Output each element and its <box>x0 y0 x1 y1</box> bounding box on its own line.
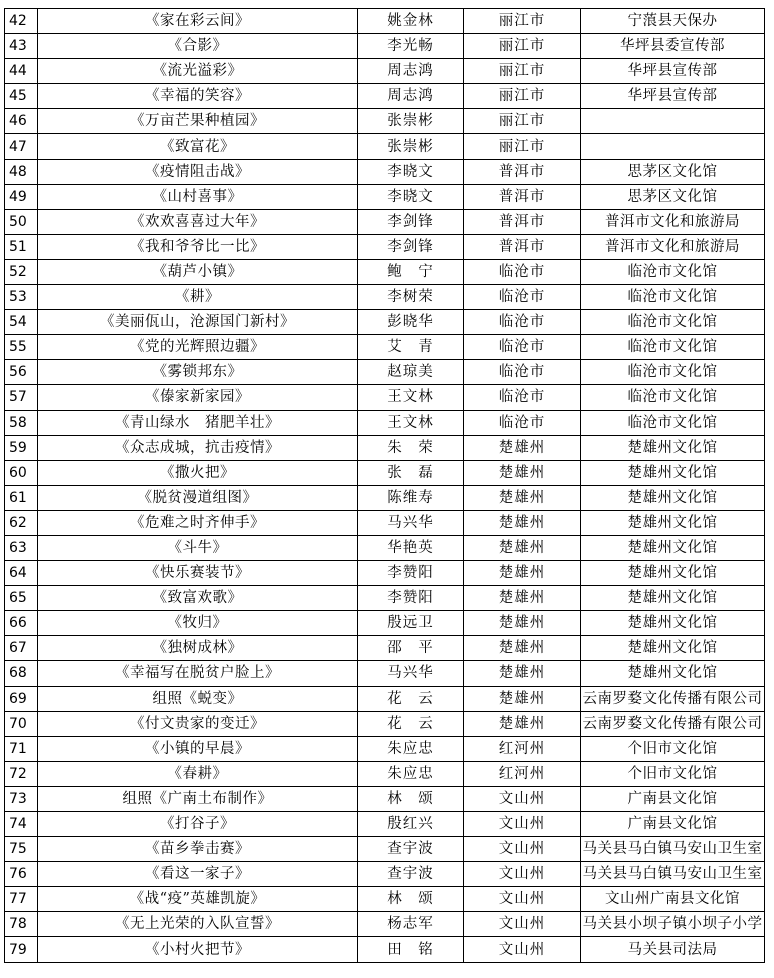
city-name-cell: 文山州 <box>464 912 581 937</box>
table-row <box>5 109 765 134</box>
row-number-cell: 57 <box>5 385 38 410</box>
city-name-cell: 楚雄州 <box>464 586 581 611</box>
row-number-cell: 78 <box>5 912 38 937</box>
table-row <box>5 611 765 636</box>
table-row <box>5 435 765 460</box>
row-number-cell: 63 <box>5 535 38 560</box>
row-number-cell: 69 <box>5 686 38 711</box>
work-title-cell: 《幸福写在脱贫户脸上》 <box>38 661 358 686</box>
work-title-cell: 《危难之时齐伸手》 <box>38 510 358 535</box>
city-name-cell: 普洱市 <box>464 184 581 209</box>
row-number-cell: 48 <box>5 159 38 184</box>
author-name-cell: 朱 荣 <box>358 435 464 460</box>
work-title-cell: 《家在彩云间》 <box>38 9 358 34</box>
table-row <box>5 786 765 811</box>
table-row <box>5 335 765 360</box>
table-row <box>5 385 765 410</box>
table-row <box>5 234 765 259</box>
row-number-cell: 43 <box>5 34 38 59</box>
work-title-cell: 《小镇的早晨》 <box>38 736 358 761</box>
organization-cell: 思茅区文化馆 <box>581 159 765 184</box>
row-number-cell: 46 <box>5 109 38 134</box>
row-number-cell: 47 <box>5 134 38 159</box>
city-name-cell: 临沧市 <box>464 310 581 335</box>
row-number-cell: 73 <box>5 786 38 811</box>
organization-cell: 广南县文化馆 <box>581 786 765 811</box>
row-number-cell: 56 <box>5 360 38 385</box>
row-number-cell: 53 <box>5 285 38 310</box>
organization-cell: 个旧市文化馆 <box>581 761 765 786</box>
organization-cell: 广南县文化馆 <box>581 812 765 837</box>
table-row <box>5 184 765 209</box>
city-name-cell: 临沧市 <box>464 410 581 435</box>
author-name-cell: 邵 平 <box>358 636 464 661</box>
work-title-cell: 《雾锁邦东》 <box>38 360 358 385</box>
award-list-table <box>4 8 765 963</box>
city-name-cell: 楚雄州 <box>464 485 581 510</box>
row-number-cell: 76 <box>5 862 38 887</box>
city-name-cell: 普洱市 <box>464 209 581 234</box>
author-name-cell: 李赞阳 <box>358 561 464 586</box>
work-title-cell: 《牧归》 <box>38 611 358 636</box>
row-number-cell: 72 <box>5 761 38 786</box>
work-title-cell: 《致富欢歌》 <box>38 586 358 611</box>
author-name-cell: 花 云 <box>358 686 464 711</box>
organization-cell: 楚雄州文化馆 <box>581 661 765 686</box>
city-name-cell: 临沧市 <box>464 335 581 360</box>
table-row <box>5 360 765 385</box>
organization-cell: 楚雄州文化馆 <box>581 611 765 636</box>
organization-cell: 临沧市文化馆 <box>581 385 765 410</box>
table-row <box>5 485 765 510</box>
row-number-cell: 52 <box>5 259 38 284</box>
city-name-cell: 红河州 <box>464 761 581 786</box>
row-number-cell: 51 <box>5 234 38 259</box>
author-name-cell: 朱应忠 <box>358 761 464 786</box>
author-name-cell: 殷远卫 <box>358 611 464 636</box>
table-row <box>5 711 765 736</box>
city-name-cell: 文山州 <box>464 862 581 887</box>
work-title-cell: 《众志成城，抗击疫情》 <box>38 435 358 460</box>
organization-cell: 临沧市文化馆 <box>581 360 765 385</box>
table-row <box>5 636 765 661</box>
row-number-cell: 68 <box>5 661 38 686</box>
table-row <box>5 561 765 586</box>
author-name-cell: 王文林 <box>358 410 464 435</box>
work-title-cell: 《撒火把》 <box>38 460 358 485</box>
table-row <box>5 535 765 560</box>
author-name-cell: 林 颂 <box>358 887 464 912</box>
city-name-cell: 楚雄州 <box>464 661 581 686</box>
author-name-cell: 陈维寿 <box>358 485 464 510</box>
work-title-cell: 《打谷子》 <box>38 812 358 837</box>
author-name-cell: 鲍 宁 <box>358 259 464 284</box>
author-name-cell: 姚金林 <box>358 9 464 34</box>
organization-cell: 楚雄州文化馆 <box>581 586 765 611</box>
table-row <box>5 912 765 937</box>
row-number-cell: 61 <box>5 485 38 510</box>
organization-cell: 马关县马白镇马安山卫生室 <box>581 837 765 862</box>
row-number-cell: 54 <box>5 310 38 335</box>
city-name-cell: 临沧市 <box>464 385 581 410</box>
author-name-cell: 马兴华 <box>358 510 464 535</box>
organization-cell: 楚雄州文化馆 <box>581 460 765 485</box>
table-row <box>5 285 765 310</box>
table-row <box>5 862 765 887</box>
work-title-cell: 《春耕》 <box>38 761 358 786</box>
work-title-cell: 《小村火把节》 <box>38 937 358 962</box>
city-name-cell: 文山州 <box>464 887 581 912</box>
author-name-cell: 查宇波 <box>358 862 464 887</box>
table-row <box>5 761 765 786</box>
city-name-cell: 楚雄州 <box>464 435 581 460</box>
organization-cell: 华坪县委宣传部 <box>581 34 765 59</box>
city-name-cell: 丽江市 <box>464 134 581 159</box>
author-name-cell: 张 磊 <box>358 460 464 485</box>
city-name-cell: 临沧市 <box>464 285 581 310</box>
work-title-cell: 《青山绿水 猪肥羊壮》 <box>38 410 358 435</box>
organization-cell: 临沧市文化馆 <box>581 259 765 284</box>
row-number-cell: 70 <box>5 711 38 736</box>
organization-cell: 华坪县宣传部 <box>581 84 765 109</box>
organization-cell: 临沧市文化馆 <box>581 285 765 310</box>
author-name-cell: 李晓文 <box>358 184 464 209</box>
author-name-cell: 花 云 <box>358 711 464 736</box>
table-row <box>5 887 765 912</box>
work-title-cell: 《快乐赛装节》 <box>38 561 358 586</box>
row-number-cell: 45 <box>5 84 38 109</box>
city-name-cell: 普洱市 <box>464 234 581 259</box>
organization-cell: 楚雄州文化馆 <box>581 510 765 535</box>
city-name-cell: 临沧市 <box>464 259 581 284</box>
work-title-cell: 《看这一家子》 <box>38 862 358 887</box>
table-body <box>5 9 765 963</box>
table-row <box>5 510 765 535</box>
work-title-cell: 《欢欢喜喜过大年》 <box>38 209 358 234</box>
city-name-cell: 楚雄州 <box>464 636 581 661</box>
work-title-cell: 组照《广南土布制作》 <box>38 786 358 811</box>
table-row <box>5 812 765 837</box>
work-title-cell: 《战“疫”英雄凯旋》 <box>38 887 358 912</box>
work-title-cell: 《幸福的笑容》 <box>38 84 358 109</box>
row-number-cell: 59 <box>5 435 38 460</box>
table-row <box>5 686 765 711</box>
organization-cell: 个旧市文化馆 <box>581 736 765 761</box>
row-number-cell: 67 <box>5 636 38 661</box>
city-name-cell: 丽江市 <box>464 59 581 84</box>
organization-cell <box>581 109 765 134</box>
city-name-cell: 文山州 <box>464 786 581 811</box>
organization-cell: 马关县司法局 <box>581 937 765 962</box>
table-row <box>5 661 765 686</box>
row-number-cell: 65 <box>5 586 38 611</box>
author-name-cell: 殷红兴 <box>358 812 464 837</box>
organization-cell: 楚雄州文化馆 <box>581 485 765 510</box>
city-name-cell: 丽江市 <box>464 109 581 134</box>
city-name-cell: 文山州 <box>464 837 581 862</box>
organization-cell: 楚雄州文化馆 <box>581 636 765 661</box>
organization-cell: 临沧市文化馆 <box>581 410 765 435</box>
table-row <box>5 837 765 862</box>
work-title-cell: 《葫芦小镇》 <box>38 259 358 284</box>
organization-cell: 普洱市文化和旅游局 <box>581 209 765 234</box>
table-row <box>5 209 765 234</box>
organization-cell: 普洱市文化和旅游局 <box>581 234 765 259</box>
city-name-cell: 楚雄州 <box>464 510 581 535</box>
organization-cell: 华坪县宣传部 <box>581 59 765 84</box>
work-title-cell: 组照《蜕变》 <box>38 686 358 711</box>
author-name-cell: 李晓文 <box>358 159 464 184</box>
row-number-cell: 79 <box>5 937 38 962</box>
work-title-cell: 《山村喜事》 <box>38 184 358 209</box>
row-number-cell: 64 <box>5 561 38 586</box>
organization-cell: 马关县小坝子镇小坝子小学 <box>581 912 765 937</box>
work-title-cell: 《斗牛》 <box>38 535 358 560</box>
city-name-cell: 楚雄州 <box>464 460 581 485</box>
work-title-cell: 《万亩芒果种植园》 <box>38 109 358 134</box>
table-row <box>5 59 765 84</box>
city-name-cell: 红河州 <box>464 736 581 761</box>
work-title-cell: 《脱贫漫道组图》 <box>38 485 358 510</box>
author-name-cell: 李剑锋 <box>358 209 464 234</box>
row-number-cell: 75 <box>5 837 38 862</box>
row-number-cell: 66 <box>5 611 38 636</box>
work-title-cell: 《傣家新家园》 <box>38 385 358 410</box>
table-row <box>5 310 765 335</box>
organization-cell: 楚雄州文化馆 <box>581 535 765 560</box>
city-name-cell: 楚雄州 <box>464 535 581 560</box>
organization-cell: 楚雄州文化馆 <box>581 561 765 586</box>
work-title-cell: 《合影》 <box>38 34 358 59</box>
author-name-cell: 李剑锋 <box>358 234 464 259</box>
author-name-cell: 杨志军 <box>358 912 464 937</box>
work-title-cell: 《流光溢彩》 <box>38 59 358 84</box>
work-title-cell: 《我和爷爷比一比》 <box>38 234 358 259</box>
author-name-cell: 华艳英 <box>358 535 464 560</box>
table-row <box>5 736 765 761</box>
row-number-cell: 71 <box>5 736 38 761</box>
organization-cell: 楚雄州文化馆 <box>581 435 765 460</box>
author-name-cell: 赵琼美 <box>358 360 464 385</box>
author-name-cell: 王文林 <box>358 385 464 410</box>
row-number-cell: 50 <box>5 209 38 234</box>
row-number-cell: 60 <box>5 460 38 485</box>
city-name-cell: 临沧市 <box>464 360 581 385</box>
organization-cell: 宁蒗县天保办 <box>581 9 765 34</box>
table-row <box>5 460 765 485</box>
table-row <box>5 34 765 59</box>
table-row <box>5 586 765 611</box>
table-row <box>5 134 765 159</box>
city-name-cell: 楚雄州 <box>464 561 581 586</box>
author-name-cell: 张崇彬 <box>358 109 464 134</box>
organization-cell: 云南罗婺文化传播有限公司 <box>581 711 765 736</box>
row-number-cell: 42 <box>5 9 38 34</box>
author-name-cell: 李树荣 <box>358 285 464 310</box>
city-name-cell: 楚雄州 <box>464 611 581 636</box>
row-number-cell: 77 <box>5 887 38 912</box>
work-title-cell: 《苗乡拳击赛》 <box>38 837 358 862</box>
author-name-cell: 林 颂 <box>358 786 464 811</box>
organization-cell: 思茅区文化馆 <box>581 184 765 209</box>
city-name-cell: 楚雄州 <box>464 711 581 736</box>
table-row <box>5 84 765 109</box>
author-name-cell: 查宇波 <box>358 837 464 862</box>
author-name-cell: 朱应忠 <box>358 736 464 761</box>
work-title-cell: 《致富花》 <box>38 134 358 159</box>
author-name-cell: 张崇彬 <box>358 134 464 159</box>
table-row <box>5 159 765 184</box>
city-name-cell: 文山州 <box>464 937 581 962</box>
organization-cell: 临沧市文化馆 <box>581 310 765 335</box>
author-name-cell: 李赞阳 <box>358 586 464 611</box>
author-name-cell: 李光畅 <box>358 34 464 59</box>
author-name-cell: 艾 青 <box>358 335 464 360</box>
author-name-cell: 马兴华 <box>358 661 464 686</box>
work-title-cell: 《党的光辉照边疆》 <box>38 335 358 360</box>
work-title-cell: 《无上光荣的入队宣誓》 <box>38 912 358 937</box>
city-name-cell: 丽江市 <box>464 84 581 109</box>
city-name-cell: 楚雄州 <box>464 686 581 711</box>
organization-cell: 云南罗婺文化传播有限公司 <box>581 686 765 711</box>
row-number-cell: 74 <box>5 812 38 837</box>
organization-cell <box>581 134 765 159</box>
organization-cell: 马关县马白镇马安山卫生室 <box>581 862 765 887</box>
author-name-cell: 周志鸿 <box>358 59 464 84</box>
table-row <box>5 937 765 962</box>
author-name-cell: 田 铭 <box>358 937 464 962</box>
work-title-cell: 《付文贵家的变迁》 <box>38 711 358 736</box>
city-name-cell: 文山州 <box>464 812 581 837</box>
city-name-cell: 丽江市 <box>464 9 581 34</box>
row-number-cell: 58 <box>5 410 38 435</box>
work-title-cell: 《美丽佤山，沧源国门新村》 <box>38 310 358 335</box>
city-name-cell: 普洱市 <box>464 159 581 184</box>
row-number-cell: 44 <box>5 59 38 84</box>
work-title-cell: 《耕》 <box>38 285 358 310</box>
row-number-cell: 62 <box>5 510 38 535</box>
work-title-cell: 《独树成林》 <box>38 636 358 661</box>
organization-cell: 临沧市文化馆 <box>581 335 765 360</box>
row-number-cell: 55 <box>5 335 38 360</box>
row-number-cell: 49 <box>5 184 38 209</box>
city-name-cell: 丽江市 <box>464 34 581 59</box>
author-name-cell: 周志鸿 <box>358 84 464 109</box>
table-row <box>5 410 765 435</box>
work-title-cell: 《疫情阻击战》 <box>38 159 358 184</box>
table-row <box>5 9 765 34</box>
author-name-cell: 彭晓华 <box>358 310 464 335</box>
table-row <box>5 259 765 284</box>
organization-cell: 文山州广南县文化馆 <box>581 887 765 912</box>
